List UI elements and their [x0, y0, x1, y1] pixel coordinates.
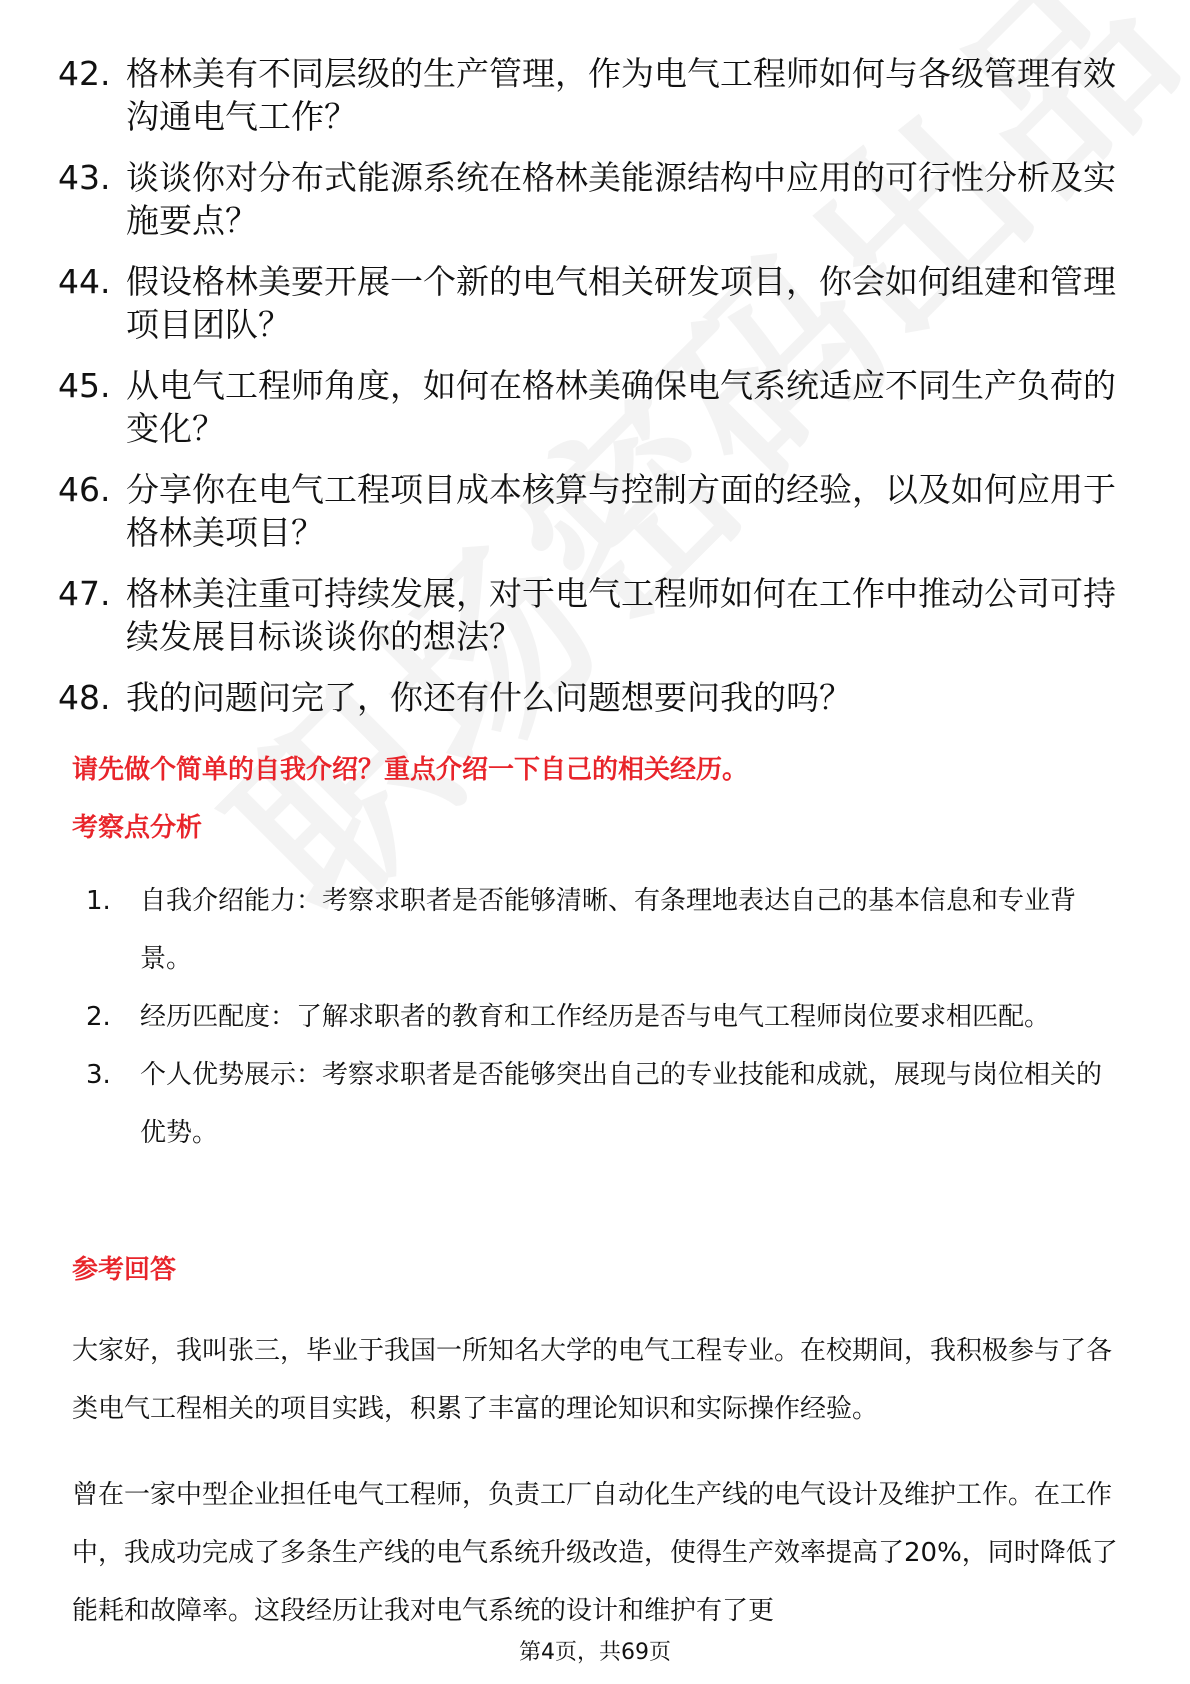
question-number: 45.: [58, 366, 111, 405]
question-text: 谈谈你对分布式能源系统在格林美能源结构中应用的可行性分析及实施要点？: [126, 158, 1116, 240]
question-item: [58, 676, 1138, 719]
analysis-number: 1.: [86, 886, 111, 916]
analysis-text: 个人优势展示：考察求职者是否能够突出自己的专业技能和成就，展现与岗位相关的优势。: [140, 1060, 1103, 1148]
analysis-heading: 考察点分析: [72, 813, 203, 843]
analysis-item: [72, 988, 1122, 1046]
question-item: [58, 52, 1138, 138]
answer-paragraph: 大家好，我叫张三，毕业于我国一所知名大学的电气工程专业。在校期间，我积极参与了各类电气工程相关的项目实践，积累了丰富的理论知识和实际操作经验。: [72, 1336, 1113, 1424]
question-number: 44.: [58, 262, 111, 301]
question-number: 43.: [58, 158, 111, 197]
question-item: [58, 572, 1138, 658]
question-text: 分享你在电气工程项目成本核算与控制方面的经验，以及如何应用于格林美项目？: [126, 470, 1116, 552]
page-number-footer: 第4页，共69页: [519, 1640, 671, 1665]
question-item: [58, 156, 1138, 242]
analysis-list: [72, 872, 1122, 1162]
question-list: [58, 52, 1138, 737]
answer-paragraph: 曾在一家中型企业担任电气工程师，负责工厂自动化生产线的电气设计及维护工作。在工作中，我成功完成了多条生产线的电气系统升级改造，使得生产效率提高了20%，同时降低了能耗和故障率。这段经历让我对电气系统的设计和维护有了更: [72, 1480, 1118, 1626]
question-number: 48.: [58, 678, 111, 717]
section-question-heading: 请先做个简单的自我介绍？重点介绍一下自己的相关经历。: [72, 755, 749, 785]
question-item: [58, 260, 1138, 346]
question-text: 我的问题问完了，你还有什么问题想要问我的吗？: [126, 678, 852, 717]
analysis-item: [72, 1046, 1122, 1162]
question-item: [58, 468, 1138, 554]
question-text: 格林美注重可持续发展，对于电气工程师如何在工作中推动公司可持续发展目标谈谈你的想法？: [126, 574, 1116, 656]
question-number: 42.: [58, 54, 111, 93]
analysis-text: 自我介绍能力：考察求职者是否能够清晰、有条理地表达自己的基本信息和专业背景。: [140, 886, 1077, 974]
analysis-number: 2.: [86, 1002, 111, 1032]
analysis-number: 3.: [86, 1060, 111, 1090]
question-text: 假设格林美要开展一个新的电气相关研发项目，你会如何组建和管理项目团队？: [126, 262, 1116, 344]
analysis-item: [72, 872, 1122, 988]
question-item: [58, 364, 1138, 450]
question-number: 47.: [58, 574, 111, 613]
analysis-text: 经历匹配度：了解求职者的教育和工作经历是否与电气工程师岗位要求相匹配。: [140, 1002, 1051, 1032]
question-text: 从电气工程师角度，如何在格林美确保电气系统适应不同生产负荷的变化？: [126, 366, 1116, 448]
answer-heading: 参考回答: [72, 1255, 177, 1285]
question-text: 格林美有不同层级的生产管理，作为电气工程师如何与各级管理有效沟通电气工作？: [126, 54, 1116, 136]
question-number: 46.: [58, 470, 111, 509]
